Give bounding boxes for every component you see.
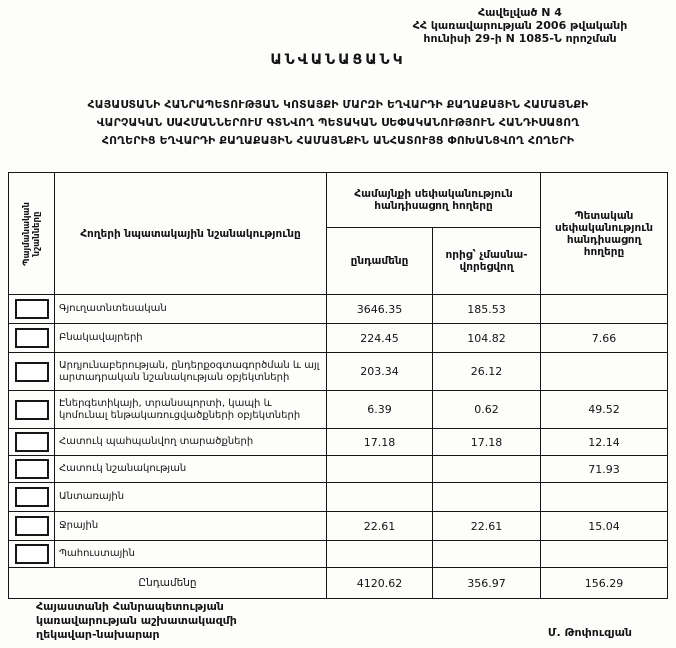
cell-state: 71.93 [541, 456, 668, 483]
annex-line-2: ՀՀ կառավարության 2006 թվականի [412, 19, 628, 32]
annex-line-3: հունիսի 29-ի N 1085-Ն որոշման [423, 32, 617, 45]
legend-sign-cell [9, 324, 55, 353]
column-group-community-lands: Համայնքի սեփականություն հանդիսացող հողերը [327, 173, 541, 228]
row-label: Պահուստային [55, 541, 327, 568]
cell-non-privatized: 17.18 [433, 429, 541, 456]
cell-state [541, 295, 668, 324]
row-label: Էներգետիկայի, տրանսպորտի, կապի և կոմունալ ենթակառուցվածքների օբյեկտների [55, 391, 327, 429]
annex-line-1: Հավելված N 4 [478, 6, 562, 19]
legend-swatch-icon [15, 328, 49, 348]
signatory-line-2: կառավարության աշխատակազմի [36, 614, 237, 627]
signatory-line-1: Հայաստանի Հանրապետության [36, 600, 224, 613]
table-row [9, 541, 668, 568]
table-header [9, 173, 668, 295]
cell-non-privatized: 185.53 [433, 295, 541, 324]
column-header-purpose: Հողերի նպատակային նշանակությունը [55, 173, 327, 295]
signature-name: Մ. Թոփուզյան [547, 626, 632, 639]
cell-state: 12.14 [541, 429, 668, 456]
table-footer [9, 568, 668, 599]
table-row [9, 456, 668, 483]
subtitle-line-2: ՎԱՐՉԱԿԱՆ ՍԱՀՄԱՆՆԵՐՈՒՄ ԳՏՆՎՈՂ ՊԵՏԱԿԱՆ ՍԵՓԱԿԱՆՈՒԹՅՈՒՆ ՀԱՆԴԻՍԱՑՈՂ [96, 116, 580, 129]
cell-non-privatized: 0.62 [433, 391, 541, 429]
legend-swatch-icon [15, 400, 49, 420]
row-label: Հատուկ պահպանվող տարածքների [55, 429, 327, 456]
total-cell-non-privatized: 356.97 [433, 568, 541, 599]
legend-sign-cell [9, 353, 55, 391]
table-row [9, 429, 668, 456]
table-body [9, 295, 668, 568]
total-cell-total: 4120.62 [327, 568, 433, 599]
table-row [9, 324, 668, 353]
table-row [9, 353, 668, 391]
legend-sign-cell [9, 295, 55, 324]
cell-non-privatized [433, 456, 541, 483]
signatory-line-3: ղեկավար-նախարար [36, 628, 160, 641]
row-label: Բնակավայրերի [55, 324, 327, 353]
column-header-signs [9, 173, 55, 295]
cell-total [327, 483, 433, 512]
subtitle-line-3: ՀՈՂԵՐԻՑ ԵՂՎԱՐԴԻ ՔԱՂԱՔԱՅԻՆ ՀԱՄԱՅՆՔԻՆ ԱՆՀԱՏՈՒՅՑ ՓՈԽԱՆՑՎՈՂ ՀՈՂԵՐԻ [101, 134, 575, 147]
cell-total: 22.61 [327, 512, 433, 541]
table-row [9, 295, 668, 324]
cell-state [541, 541, 668, 568]
cell-state: 7.66 [541, 324, 668, 353]
column-header-non-privatized: որից՝ չմասնա-վորեցվող [433, 228, 541, 295]
land-transfer-table [8, 172, 668, 599]
total-cell-state: 156.29 [541, 568, 668, 599]
cell-state: 15.04 [541, 512, 668, 541]
subtitle-line-1: ՀԱՅԱՍՏԱՆԻ ՀԱՆՐԱՊԵՏՈՒԹՅԱՆ ԿՈՏԱՅՔԻ ՄԱՐԶԻ ԵՂՎԱՐԴԻ ՔԱՂԱՔԱՅԻՆ ՀԱՄԱՅՆՔԻ [87, 98, 589, 111]
cell-state [541, 353, 668, 391]
cell-non-privatized: 22.61 [433, 512, 541, 541]
cell-non-privatized: 26.12 [433, 353, 541, 391]
signatory-block [36, 600, 237, 642]
cell-total [327, 541, 433, 568]
legend-sign-cell [9, 456, 55, 483]
page-title: ԱՆՎԱՆԱՑԱՆԿ [270, 52, 406, 68]
cell-total: 224.45 [327, 324, 433, 353]
cell-total: 3646.35 [327, 295, 433, 324]
legend-swatch-icon [15, 516, 49, 536]
document-subtitle [4, 96, 672, 150]
cell-total: 17.18 [327, 429, 433, 456]
table-row [9, 483, 668, 512]
column-header-state-lands: Պետական սեփականություն հանդիսացող հողերը [541, 173, 668, 295]
legend-swatch-icon [15, 459, 49, 479]
cell-non-privatized: 104.82 [433, 324, 541, 353]
signs-vertical-label: Պայմանական նշանները [21, 201, 42, 266]
cell-total [327, 456, 433, 483]
cell-state [541, 483, 668, 512]
total-row-label: Ընդամենը [9, 568, 327, 599]
row-label: Հատուկ նշանակության [55, 456, 327, 483]
row-label: Գյուղատնտեսական [55, 295, 327, 324]
column-header-total: ընդամենը [327, 228, 433, 295]
legend-swatch-icon [15, 544, 49, 564]
legend-swatch-icon [15, 299, 49, 319]
annex-header [370, 6, 670, 45]
legend-sign-cell [9, 483, 55, 512]
cell-non-privatized [433, 541, 541, 568]
row-label: Անտառային [55, 483, 327, 512]
legend-sign-cell [9, 512, 55, 541]
table-row [9, 391, 668, 429]
cell-total: 203.34 [327, 353, 433, 391]
legend-swatch-icon [15, 432, 49, 452]
legend-sign-cell [9, 391, 55, 429]
cell-total: 6.39 [327, 391, 433, 429]
legend-swatch-icon [15, 362, 49, 382]
cell-non-privatized [433, 483, 541, 512]
table-row [9, 512, 668, 541]
legend-swatch-icon [15, 487, 49, 507]
row-label: Ջրային [55, 512, 327, 541]
legend-sign-cell [9, 541, 55, 568]
legend-sign-cell [9, 429, 55, 456]
row-label: Արդյունաբերության, ընդերքօգտագործման և այլ արտադրական նշանակության օբյեկտների [55, 353, 327, 391]
total-row [9, 568, 668, 599]
cell-state: 49.52 [541, 391, 668, 429]
